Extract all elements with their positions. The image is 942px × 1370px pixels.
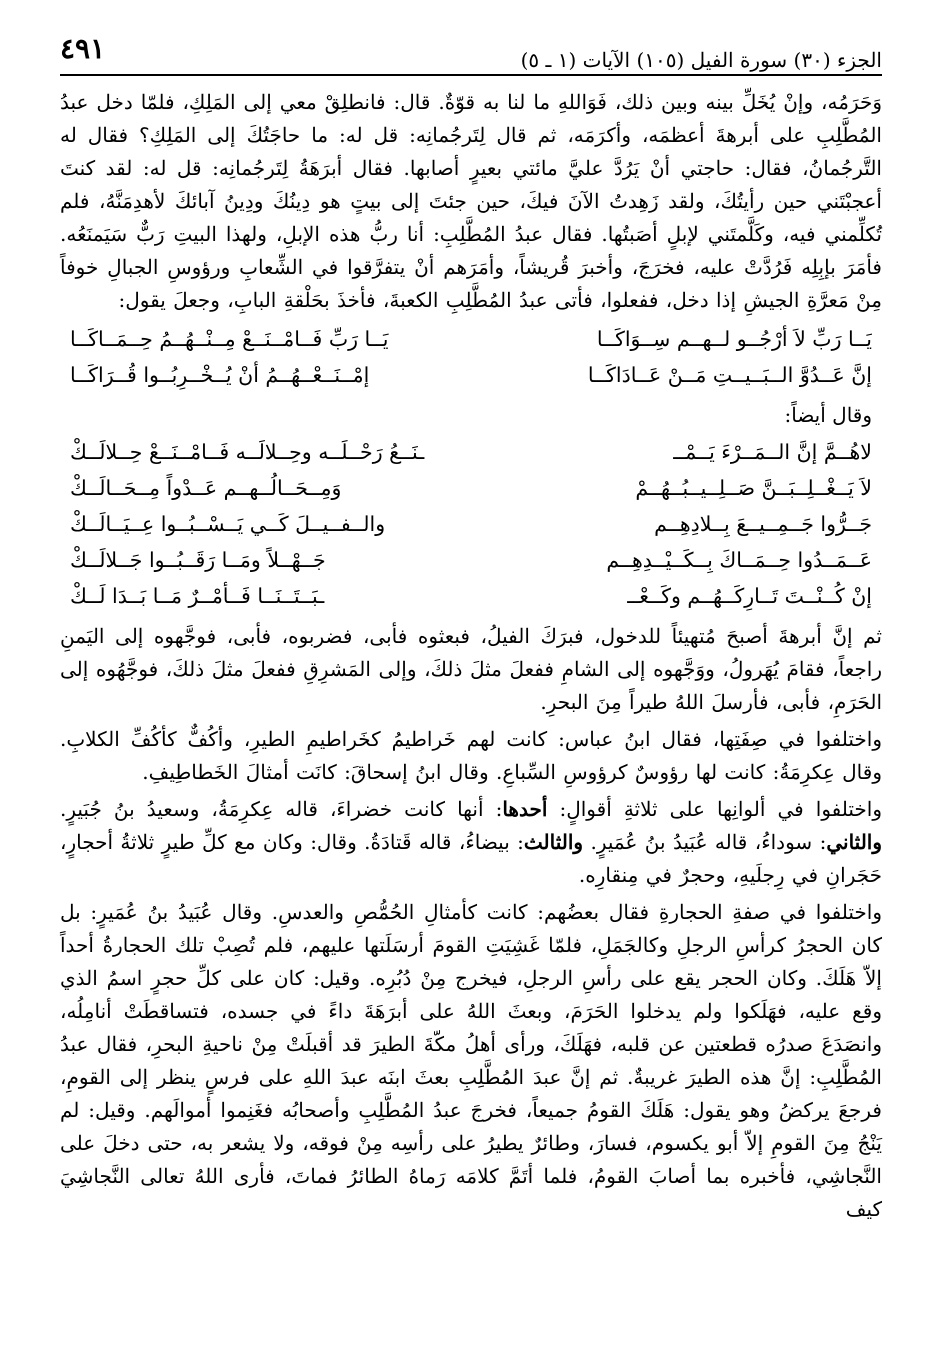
page-header	[60, 30, 882, 76]
poem-2	[60, 434, 882, 614]
paragraph-narrative: وَحَرَمُه، وإنْ يُخَلِّ بينه وبين ذلك، فَوَاللهِ ما لنا به قوّةٌ. قال: فانطلِقْ معي إلى المَلِكِ، فلمّا دخل عبدُ المُطَّلِبِ على أبرهةَ أعظمَه، وأكرَمَه، ثم قال لِتَرجُمانِه: قل له: ما حاجَتُكَ إلى المَلِكِ؟ فقال له التَّرجُمانُ، فقال: حاجتي أنْ يَرُدَّ عليَّ مائتي بعيرٍ أصابها. فقال أبرَهَةُ لِتَرجُمانِه: قل له: لقد كنتَ أعجبْتَني حين رأيتُكَ، ولقد زَهِدتُ الآنَ فيكَ، حين جئتَ إلى بيتٍ هو دِينُكَ ودِينُ آبائكَ لأهدِمَنَّهُ، فلم تُكلِّمني فيه، وكَلَّمتَني لإبلٍ أصَبتُها. فقال عبدُ المُطَّلِبِ: أنا ربُّ هذه الإبلِ، ولهذا البيتِ رَبٌّ سَيَمنَعُه. فأمَرَ بإبِلِه فَرُدَّتْ عليه، فخرَجَ، وأخبرَ قُريشاً، وأمَرَهم أنْ يتفرَّقوا في الشِّعابِ ورؤوسِ الجبالِ خوفاً مِنْ مَعرَّةِ الجيشِ إذا دخل، ففعلوا، فأتى عبدُ المُطَّلِبِ الكعبةَ، فأخذَ بحَلْقةِ البابِ، وجعلَ يقول:	[60, 90, 882, 312]
verse-line	[60, 578, 882, 614]
colors-intro: واختلفوا في ألوانِها على ثلاثةِ أقوالٍ:	[559, 797, 883, 821]
verse-first-hemistich: جَــرُّوا جَــمِــيــعَ بِــلادِهِــم	[654, 512, 872, 536]
header-divider	[60, 74, 882, 76]
paragraph-elephant: ثم إنَّ أبرهةَ أصبحَ مُتهيئاً للدخول، فبرَكَ الفيلُ، فبعثوه فأبى، فضربوه، فأبى، فوجَّهوه إلى اليَمنِ راجعاً، فقامَ يُهَرولُ، ووَجَّهوه إلى الشامِ ففعلَ مثلَ ذلكَ، وإلى المَشرِقِ ففعلَ مثلَ ذلكَ، فوجَّهُوه إلى الحَرَمِ، فأبى، فأرسلَ اللهُ طيراً مِنَ البحرِ.	[60, 624, 882, 714]
verse-second-hemistich: ـنَــعُ رَحْــلَــه وحِــلالَــه فَــامْــنَــعْ حِــلالَــكْ	[70, 440, 425, 464]
also-said-label: وقال أيضاً:	[784, 403, 872, 427]
verse-second-hemistich: إمْــنَــعْــهُــمُ أنْ يُــخْــرِبُــوا قُــرَاكَــا	[70, 363, 370, 387]
verse-second-hemistich: ـبَــتَــنَــا فَــأمْــرٌ مَــا بَــدَا لَــكْ	[70, 584, 325, 608]
opinion-2-text: : سوداءُ، قاله عُبَيدُ بنُ عُمَيرٍ.	[590, 830, 827, 854]
page-body	[60, 86, 882, 1230]
verse-second-hemistich: يَــا رَبِّ فَــامْــنَــعْ مِــنْــهُــمُ حِــمَــاكَــا	[70, 327, 389, 351]
opinion-3-label: والثالث	[523, 830, 584, 854]
verse-line	[60, 321, 882, 357]
verse-second-hemistich: وَمِــحَــالُــهــم عَــدْواً مِــحَــالَــكْ	[70, 476, 342, 500]
verse-second-hemistich: جَــهْــلاً ومَــا رَقَــبُــوا جَــلالَــكْ	[70, 548, 326, 572]
opinion-1-text: : أنها كانت خضراءَ، قاله عِكرِمَةُ، وسعيدُ بنُ جُبَيرٍ.	[60, 797, 503, 821]
poem-1	[60, 321, 882, 393]
paragraph-bird-description: واختلفوا في صِفَتِها، فقال ابنُ عباس: كانت لهم خَراطيمُ كخَراطيمِ الطيرِ، وأكُفٌّ كأكُفِّ الكلابِ. وقال عِكرِمَةُ: كانت لها رؤوسٌ كرؤوسِ السِّباعِ. وقال ابنُ إسحاقَ: كانَت أمثالَ الخَطاطِيفِ.	[60, 727, 882, 784]
verse-first-hemistich: إنَّ عَــدُوَّ الــبَــيــتِ مَــنْ عَــادَاكَــا	[587, 363, 872, 387]
verse-first-hemistich: عَــمَــدُوا حِــمَــاكَ بِــكَــيْــدِهِــم	[606, 548, 872, 572]
verse-first-hemistich: إنْ كُــنْــتَ تَــارِكَــهُــم وكَــعْــ	[627, 584, 872, 608]
opinion-2-label: والثاني	[826, 830, 883, 854]
verse-line	[60, 506, 882, 542]
running-title: الجزء (٣٠) سورة الفيل (١٠٥) الآيات (١ ـ ٥)	[520, 48, 882, 72]
paragraph-stones: واختلفوا في صفةِ الحجارةِ فقال بعضُهم: كانت كأمثالِ الحُمُّصِ والعدسِ. وقال عُبَيدُ بنُ عُمَيرٍ: بل كان الحجرُ كرأسِ الرجلِ وكالجَمَلِ، فلمّا غَشِيَتِ القومَ أرسَلَتها عليهم، فلم تُصِبْ تلك الحجارةُ أحداً إلاّ هَلَكَ. وكان الحجر يقع على رأسِ الرجلِ، فيخرج مِنْ دُبُرِه. وقيل: كان على كلِّ حجرٍ اسمُ الذي وقع عليه، فهَلَكوا ولم يدخلوا الحَرَمَ، وبعثَ اللهُ على أبرَهَةَ داءً في جسده، فتساقطَتْ أنامِلُه، وانصَدَعَ صدرُه قطعتين عن قلبه، فهَلَكَ، ورأى أهلُ مكّةَ الطيرَ قد أقبلَتْ مِنْ ناحيةِ البحرِ، فقال عبدُ المُطَّلِبِ: إنَّ هذه الطيرَ غريبةٌ. ثم إنَّ عبدَ المُطَّلِبِ بعثَ ابنَه عبدَ اللهِ على فرسٍ ينظر إلى القومِ، فرجعَ يركضُ وهو يقول: هَلَكَ القومُ جميعاً، فخرجَ عبدُ المُطَّلِبِ وأصحابُه فغَنِموا أموالَهم. وقيل: لم يَنْجُ مِنَ القومِ إلاّ أبو يكسوم، فسارَ، وطائرٌ يطيرُ على رأسِه مِنْ فوقه، ولا يشعر به، حتى دخلَ على النَّجاشِي، فأخبره بما أصابَ القومُ، فلما أتَمَّ كلامَه رَماهُ الطائرُ فماتَ، فأرى اللهُ تعالى النَّجاشِيَ كيف	[60, 900, 882, 1221]
verse-first-hemistich: يَــا رَبِّ لاَ أرْجُــو لــهــم سِــوَاكَــا	[596, 327, 872, 351]
opinion-3-text: : بيضاءُ، قاله قَتادَةُ. وقال: وكان مع كلِّ طيرٍ ثلاثةُ أحجارٍ، حَجَرانِ في رِجلَيهِ، وحجرٌ في مِنقارِه.	[60, 830, 882, 887]
verse-line	[60, 357, 882, 393]
verse-first-hemistich: لاهُــمَّ إنَّ الــمَــرْءَ يَــمْــ	[673, 440, 872, 464]
paragraph-bird-colors	[60, 793, 882, 892]
verse-line	[60, 470, 882, 506]
verse-line	[60, 542, 882, 578]
verse-second-hemistich: والــفــيــلَ كَــي يَــسْــبُــوا عِــيَــالَــكْ	[70, 512, 386, 536]
verse-line	[60, 434, 882, 470]
opinion-1-label: أحدها	[502, 797, 548, 821]
verse-first-hemistich: لاَ يَــغْــلِــبَــنَّ صَــلِــيــبُــهُــمْ	[635, 476, 872, 500]
page-number: ٤٩١	[60, 32, 106, 65]
